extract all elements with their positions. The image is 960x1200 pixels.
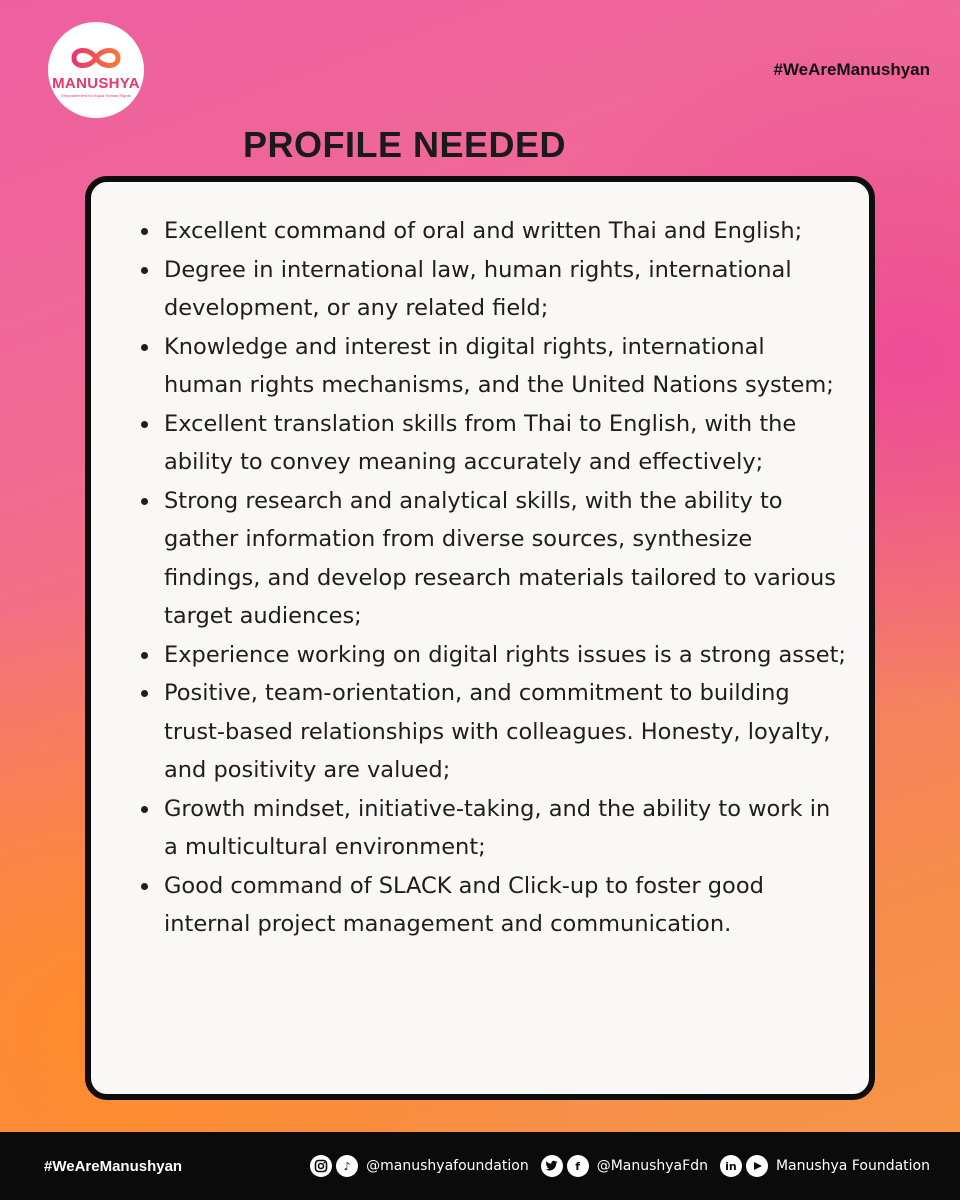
manushya-logo (48, 22, 144, 118)
social-links (310, 1155, 930, 1177)
list-item: Positive, team-orientation, and commitment to building trust-based relationships with colleagues. Honesty, loyalty, and positivity are valued; (139, 674, 847, 790)
social-handle-instagram[interactable]: @manushyafoundation (366, 1158, 529, 1174)
profile-list (139, 212, 847, 944)
youtube-icon[interactable] (746, 1155, 768, 1177)
linkedin-icon[interactable]: in (720, 1155, 742, 1177)
social-handle-twitter-facebook[interactable]: @ManushyaFdn (596, 1158, 708, 1174)
list-item: Excellent translation skills from Thai to English, with the ability to convey meaning accurately and effectively; (139, 405, 847, 482)
facebook-icon[interactable]: f (567, 1155, 589, 1177)
social-handle-youtube-linkedin[interactable]: Manushya Foundation (775, 1158, 930, 1174)
logo-subtitle: Empowerment for Equal Human Rights (61, 92, 131, 98)
tiktok-icon[interactable]: ♪ (336, 1155, 358, 1177)
logo-text: MANUSHYA (52, 74, 140, 92)
page-title: PROFILE NEEDED (243, 124, 567, 165)
instagram-icon[interactable] (310, 1155, 332, 1177)
list-item: Strong research and analytical skills, with the ability to gather information from diverse sources, synthesize findings, and develop research materials tailored to various target audiences; (139, 482, 847, 636)
list-item: Degree in international law, human rights, international development, or any related field; (139, 251, 847, 328)
twitter-icon[interactable] (541, 1155, 563, 1177)
footer-hashtag: #WeAreManushyan (44, 1157, 183, 1175)
list-item: Knowledge and interest in digital rights, international human rights mechanisms, and the United Nations system; (139, 328, 847, 405)
list-item: Experience working on digital rights issues is a strong asset; (139, 636, 847, 675)
profile-card (85, 176, 875, 1100)
list-item: Growth mindset, initiative-taking, and the ability to work in a multicultural environment; (139, 790, 847, 867)
list-item: Good command of SLACK and Click-up to foster good internal project management and communication. (139, 867, 847, 944)
footer-bar (0, 1132, 960, 1200)
infinity-icon (68, 43, 124, 73)
header-hashtag: #WeAreManushyan (773, 60, 930, 79)
list-item: Excellent command of oral and written Thai and English; (139, 212, 847, 251)
